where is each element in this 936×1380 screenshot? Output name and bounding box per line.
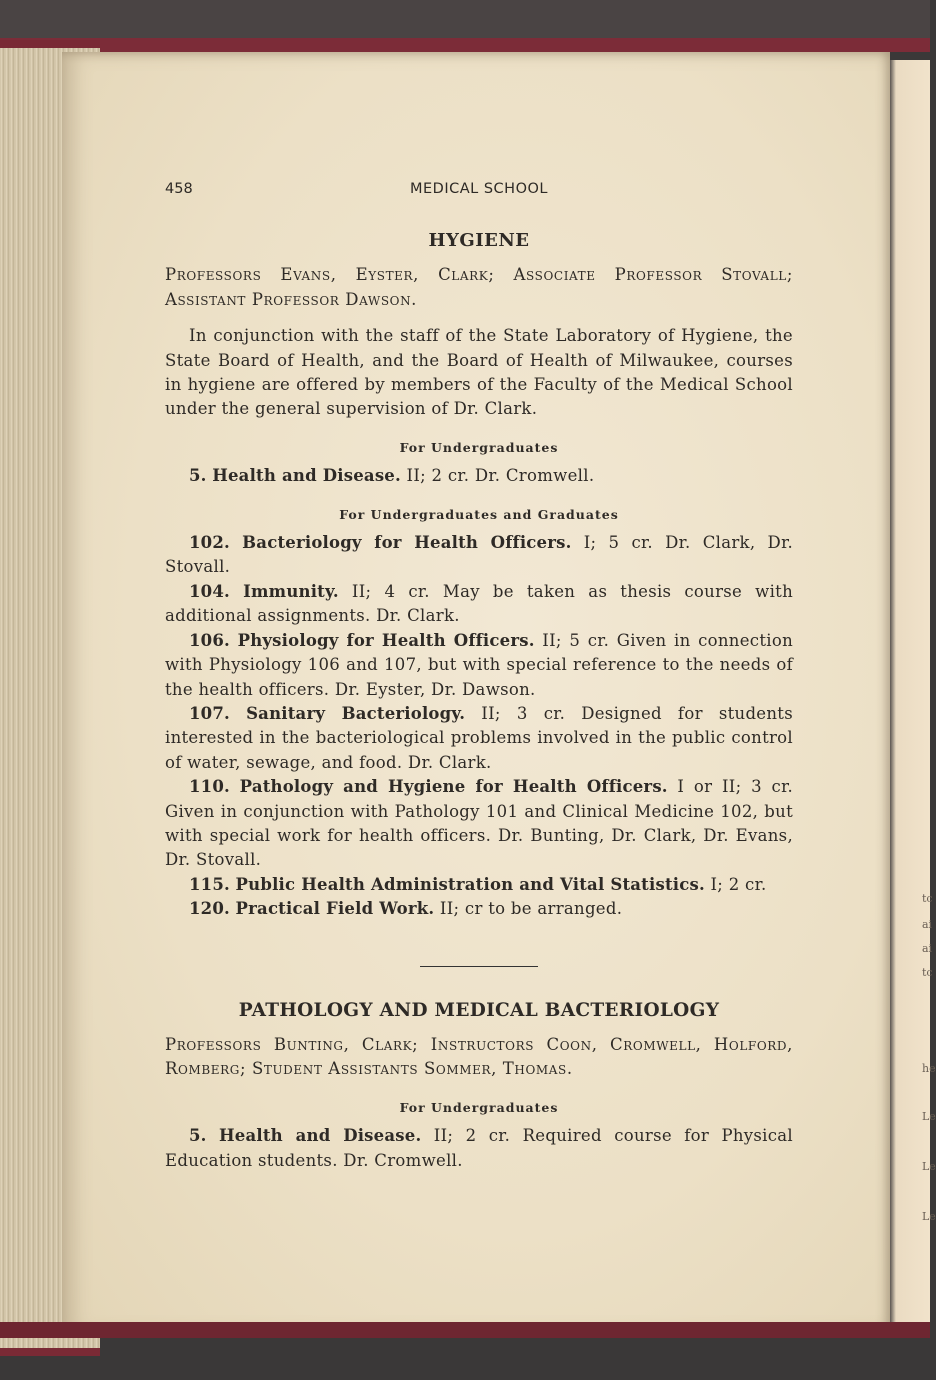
intro-paragraph: In conjunction with the staff of the State Laboratory of Hygiene, the State Board of Health, and the Board of Health of Milwaukee, courses in hygiene are offered by members of the Faculty of the Medical School under the general supervision of Dr. Clark. (165, 326, 793, 419)
subheading-undergraduates: For Undergraduates (399, 1099, 559, 1115)
course-entry (165, 702, 793, 775)
subheading-undergraduates: For Undergraduates (399, 439, 559, 455)
course-description: II; 2 cr. Required course for Physical Education students. Dr. Cromwell. (165, 1126, 794, 1170)
course-number: 110. (189, 777, 230, 797)
course-number: 107. (189, 703, 230, 723)
course-title: Pathology and Hygiene for Health Officers. (239, 777, 668, 797)
page-number: 458 (165, 181, 193, 197)
book-cover-bottom-edge (0, 1322, 930, 1338)
course-title: Health and Disease. (219, 1126, 422, 1146)
margin-fragment: tc (922, 892, 933, 905)
course-number: 5. (189, 466, 207, 486)
course-number: 115. (189, 874, 230, 894)
margin-fragment: Le (922, 1110, 936, 1123)
book-cover-top-edge (0, 38, 930, 52)
faculty-list-hygiene: Professors Evans, Eyster, Clark; Associate Professor Stovall; Assistant Professor Dawson. (165, 265, 793, 309)
course-title: Public Health Administration and Vital Statistics. (235, 874, 705, 894)
course-entry (165, 897, 793, 921)
course-description: II; 2 cr. Dr. Cromwell. (406, 466, 595, 486)
running-head (165, 175, 793, 205)
course-entry (165, 1124, 793, 1173)
course-entry (165, 580, 793, 629)
course-title: Practical Field Work. (235, 899, 435, 919)
course-title: Health and Disease. (212, 466, 401, 486)
course-title: Physiology for Health Officers. (237, 630, 535, 650)
subheading-undergraduates-and-graduates: For Undergraduates and Graduates (339, 506, 619, 522)
course-number: 104. (189, 581, 230, 601)
margin-fragment: Le (922, 1210, 936, 1223)
course-number: 5. (189, 1126, 207, 1146)
course-title: Sanitary Bacteriology. (246, 703, 466, 723)
course-number: 102. (189, 533, 230, 553)
course-description: I; 2 cr. (710, 874, 767, 894)
course-description: II; cr to be arranged. (439, 899, 623, 919)
course-description: I or II; 3 cr. Given in conjunction with Pathology 101 and Clinical Medicine 102, but with special work for health officers. Dr. Bunting, Dr. Clark, Dr. Evans, Dr. Stovall. (165, 777, 793, 870)
course-entry (165, 873, 793, 897)
page-content (165, 175, 793, 1173)
course-entry (165, 464, 793, 488)
running-title: MEDICAL SCHOOL (410, 181, 548, 197)
margin-fragment: ai (922, 918, 933, 931)
margin-fragment: ai (922, 942, 933, 955)
course-entry (165, 629, 793, 702)
margin-fragment: Le (922, 1160, 936, 1173)
course-number: 120. (189, 899, 230, 919)
margin-fragment: he (922, 1062, 936, 1075)
section-divider (420, 966, 538, 967)
course-entry (165, 531, 793, 580)
section-title-pathology: PATHOLOGY AND MEDICAL BACTERIOLOGY (238, 999, 720, 1021)
course-title: Immunity. (243, 581, 339, 601)
course-entry (165, 775, 793, 873)
faculty-list-pathology: Professors Bunting, Clark; Instructors Coon, Cromwell, Holford, Romberg; Student Assistants Sommer, Thomas. (165, 1034, 793, 1079)
course-description: I; 5 cr. Dr. Clark, Dr. Stovall. (165, 533, 793, 577)
course-description: II; 5 cr. Given in connection with Physiology 106 and 107, but with special reference to the needs of the health officers. Dr. Eyster, Dr. Dawson. (165, 630, 794, 699)
margin-fragment: tc (922, 966, 933, 979)
course-description: II; 3 cr. Designed for students interested in the bacteriological problems involved in the public control of water, sewage, and food. Dr. Clark. (165, 703, 793, 772)
course-number: 106. (189, 630, 230, 650)
course-description: II; 4 cr. May be taken as thesis course with additional assignments. Dr. Clark. (165, 581, 794, 626)
section-title-hygiene: HYGIENE (428, 230, 530, 251)
course-title: Bacteriology for Health Officers. (242, 533, 572, 553)
facing-page-edge (890, 60, 936, 1330)
